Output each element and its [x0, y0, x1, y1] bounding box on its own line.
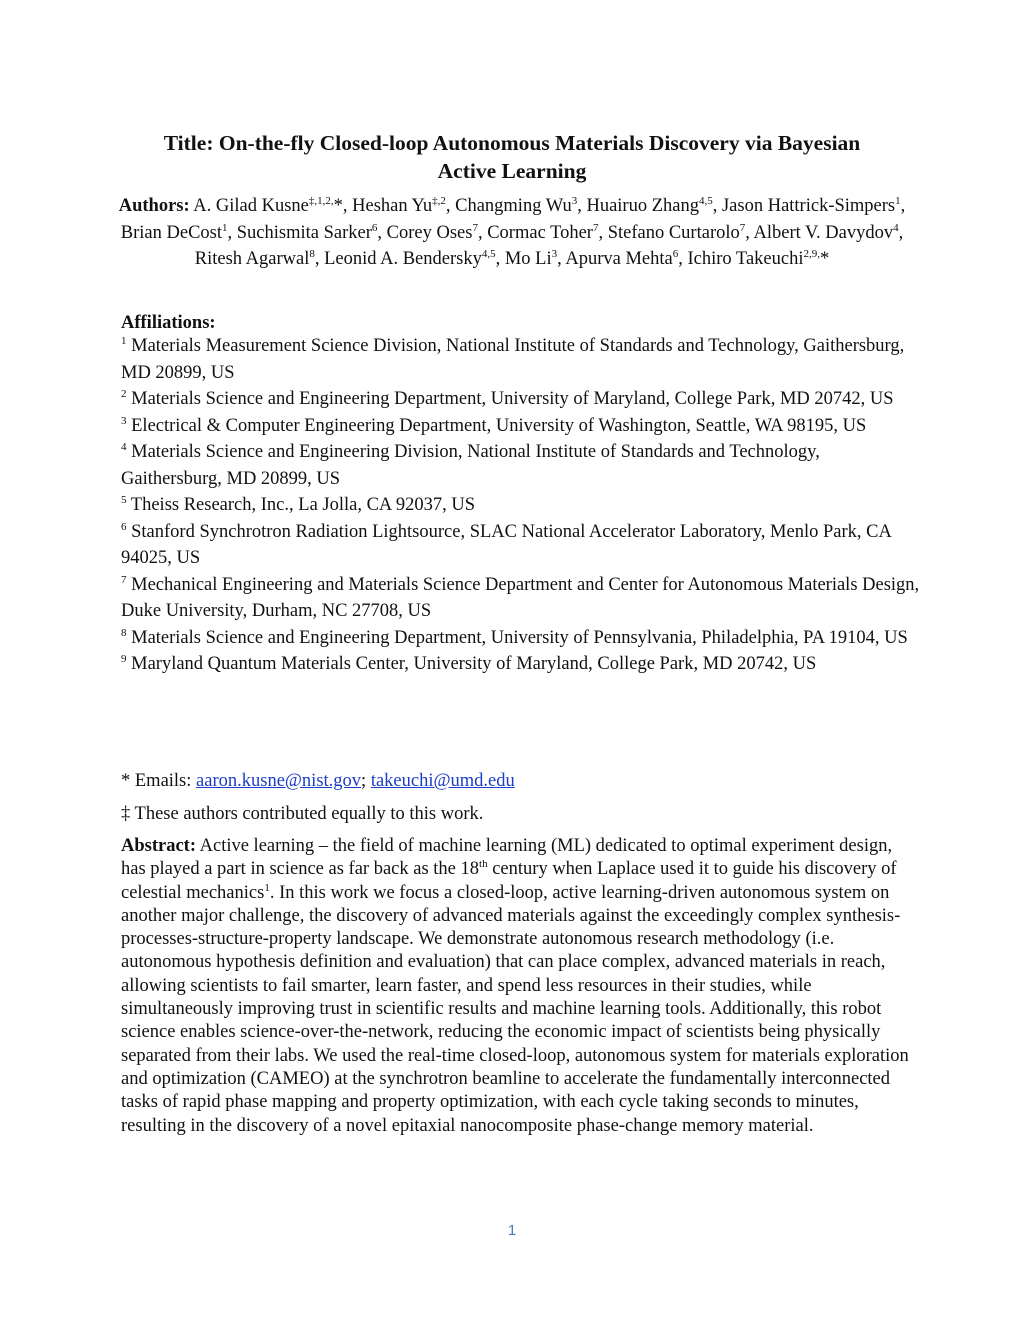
author-name: Suchismita Sarker — [236, 222, 372, 243]
affiliation-number: 7 — [121, 573, 127, 586]
title-line-1: Title: On-the-fly Closed-loop Autonomous Materials Discovery via Bayesian — [163, 131, 861, 155]
author-name: Ichiro Takeuchi — [687, 249, 804, 269]
author-separator: , — [227, 222, 237, 243]
abstract-citation-1: 1 — [264, 881, 270, 894]
author-separator: , — [477, 222, 488, 243]
author-name: Ritesh Agarwal — [194, 249, 310, 269]
paper-title — [110, 129, 914, 185]
affiliation-text: Electrical & Computer Engineering Department, University of Washington, Seattle, WA 98195, US — [131, 415, 867, 436]
author-separator: , — [577, 196, 587, 216]
affiliation-text: Materials Science and Engineering Department, University of Maryland, College Park, MD 20742, US — [131, 389, 894, 409]
affiliation-text: Mechanical Engineering and Materials Science Department and Center for Autonomous Materials Design, Duke University, Durham, NC 27708, US — [121, 574, 920, 621]
equal-contribution-note: ‡ These authors contributed equally to this work. — [121, 804, 484, 824]
affiliation-text: Stanford Synchrotron Radiation Lightsource, SLAC National Accelerator Laboratory, Menlo Park, CA 94025, US — [121, 521, 891, 568]
authors-label: Authors: — [118, 196, 190, 216]
author-separator: , — [557, 249, 566, 269]
author-separator: , — [445, 196, 456, 216]
author-name: Corey Oses — [386, 222, 473, 243]
abstract-sup-th: th — [479, 858, 488, 871]
affiliation-number: 1 — [121, 334, 127, 347]
author-separator: , — [377, 222, 387, 243]
author-affiliation-marker: 7 — [472, 221, 478, 234]
affiliation-item — [121, 333, 921, 386]
corresponding-author-marker: * — [819, 249, 830, 269]
affiliation-text: Theiss Research, Inc., La Jolla, CA 92037, US — [130, 495, 476, 515]
affiliation-number: 2 — [121, 387, 127, 400]
author-separator: , — [678, 249, 688, 269]
affiliation-item — [121, 413, 921, 440]
author-affiliation-marker: 3 — [571, 194, 578, 207]
affiliation-number: 3 — [121, 414, 127, 427]
author-name: Heshan Yu — [352, 196, 433, 216]
abstract-text-3: . In this work we focus a closed-loop, active learning-driven autonomous system on another major challenge, the discovery of advanced materials against the exceedingly complex synthesis-processes-structure-property landscape. We demonstrate autonomous research methodology (i.e. autonomous hypothesis definition and evaluation) that can place complex, advanced materials in reach, allowing scientists to fail smarter, learn faster, and spend less resources in their studies, while simultaneously improving trust in scientific results and machine learning tools. Additionally, this robot science enables science-over-the-network, reducing the economic impact of scientists being physically separated from their labs. We used the real-time closed-loop, autonomous system for materials exploration and optimization (CAMEO) at the synchrotron beamline to accelerate the fundamentally interconnected tasks of rapid phase mapping and property optimization, with each cycle taking seconds to minutes, resulting in the discovery of a novel epitaxial nanocomposite phase-change memory material. — [121, 882, 909, 1136]
emails-separator: ; — [361, 771, 371, 791]
author-separator: , — [598, 222, 608, 243]
author-name: Apurva Mehta — [565, 249, 673, 269]
author-affiliation-marker: 8 — [309, 247, 315, 260]
author-affiliation-marker: 4,5 — [481, 247, 496, 260]
affiliation-number: 8 — [121, 626, 127, 639]
affiliation-text: Maryland Quantum Materials Center, University of Maryland, College Park, MD 20742, US — [131, 654, 817, 674]
author-affiliation-marker: 4 — [893, 221, 899, 234]
affiliation-item — [121, 519, 921, 572]
affiliation-number: 4 — [121, 440, 127, 453]
abstract — [121, 835, 911, 1138]
emails-label: * Emails: — [121, 771, 197, 791]
author-separator: , — [898, 222, 904, 243]
page-number: 1 — [507, 1222, 517, 1239]
title-line-2: Active Learning — [437, 159, 587, 183]
author-affiliation-marker: 3 — [551, 247, 558, 260]
author-name: Changming Wu — [455, 196, 572, 216]
author-affiliation-marker: 2,9, — [803, 247, 820, 260]
author-affiliation-marker: 1 — [895, 194, 901, 207]
affiliation-item — [121, 439, 921, 492]
author-name: Jason Hattrick-Simpers — [721, 196, 896, 216]
affiliation-text: Materials Measurement Science Division, National Institute of Standards and Technology, Gaithersburg, MD 20899, US — [121, 336, 905, 383]
affiliations-heading: Affiliations: — [121, 313, 216, 333]
contact-emails — [121, 769, 515, 793]
author-separator: , — [495, 249, 505, 269]
corresponding-author-marker: * — [333, 196, 343, 216]
affiliation-number: 5 — [121, 493, 127, 506]
author-affiliation-marker: 7 — [739, 221, 746, 234]
author-name: Cormac Toher — [487, 222, 593, 243]
author-affiliation-marker: ‡,2 — [432, 194, 446, 207]
author-separator: , — [342, 196, 353, 216]
affiliation-list — [121, 333, 921, 678]
author-affiliation-marker: 6 — [672, 247, 679, 260]
abstract-text-2: century when Laplace used it to guide his discovery of celestial mechanics — [121, 859, 897, 903]
affiliation-number: 9 — [121, 652, 127, 665]
author-separator: , — [712, 196, 722, 216]
affiliation-number: 6 — [121, 520, 127, 533]
author-separator: , — [314, 249, 325, 269]
author-name: Leonid A. Bendersky — [324, 249, 482, 269]
author-name: Mo Li — [504, 249, 552, 269]
affiliation-text: Materials Science and Engineering Division, National Institute of Standards and Technology, Gaithersburg, MD 20899, US — [121, 442, 820, 489]
author-separator: , — [900, 196, 906, 216]
abstract-text-1: Active learning – the field of machine learning (ML) dedicated to optimal experiment design, has played a part in science as far back as the 18 — [121, 836, 893, 880]
author-separator: , — [745, 222, 754, 243]
author-name: A. Gilad Kusne — [193, 196, 309, 216]
author-affiliation-marker: 1 — [222, 221, 228, 234]
author-name: Stefano Curtarolo — [607, 222, 740, 243]
affiliation-item — [121, 492, 921, 519]
author-names — [118, 194, 906, 269]
author-affiliation-marker: ‡,1,2, — [308, 194, 334, 207]
abstract-label: Abstract: — [121, 836, 197, 856]
author-name: Brian DeCost — [120, 222, 223, 243]
affiliation-item — [121, 572, 921, 625]
author-affiliation-marker: 4,5 — [698, 194, 713, 207]
affiliation-item — [121, 386, 921, 413]
author-affiliation-marker: 7 — [592, 221, 599, 234]
author-list — [118, 193, 906, 273]
author-name: Huairuo Zhang — [586, 196, 699, 216]
author-name: Albert V. Davydov — [753, 222, 894, 243]
affiliation-item — [121, 625, 921, 652]
email-link-kusne[interactable]: aaron.kusne@nist.gov — [196, 771, 362, 791]
email-link-takeuchi[interactable]: takeuchi@umd.edu — [370, 771, 515, 791]
affiliation-item — [121, 651, 921, 678]
affiliation-text: Materials Science and Engineering Department, University of Pennsylvania, Philadelphia, PA 19104, US — [131, 627, 908, 648]
author-affiliation-marker: 6 — [371, 221, 378, 234]
